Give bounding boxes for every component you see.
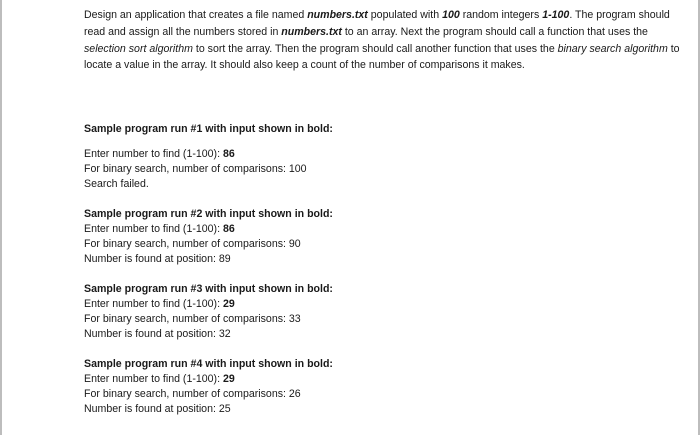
run-1-title: Sample program run #1 with input shown in bold: [84,123,333,135]
run-2-prompt-line [84,223,235,235]
run-1-result: Search failed. [84,178,149,190]
run-1-prompt: Enter number to find (1-100): [84,148,223,160]
run-4-result: Number is found at position: 25 [84,403,231,415]
integer-range: 1-100 [542,9,570,21]
file-name-1: numbers.txt [307,9,368,21]
run-4-title: Sample program run #4 with input shown in bold: [84,358,333,370]
binary-search-term: binary search algorithm [557,42,668,55]
run-3-prompt-line [84,298,235,310]
run-3-input: 29 [222,298,235,310]
intro-text-2: populated with [367,9,443,21]
run-2-comparisons: For binary search, number of comparisons: 90 [84,238,301,250]
run-1-comparisons: For binary search, number of comparisons: 100 [84,163,307,175]
run-4-prompt: Enter number to find (1-100): [84,373,223,385]
intro-text-6: to sort the array. Then the program should call another function that uses the [192,42,558,55]
intro-text-3: random integers [459,9,543,21]
intro-paragraph [84,7,684,74]
intro-text-7: to locate a value in the array. It should also keep a count of the number of comparisons it makes. [84,42,680,72]
run-3-prompt: Enter number to find (1-100): [84,298,223,310]
assignment-description [84,7,684,74]
file-name-2: numbers.txt [281,25,342,38]
run-2-result: Number is found at position: 89 [84,253,231,265]
run-2-input: 86 [222,223,235,235]
run-4-input: 29 [222,373,235,385]
run-2-title: Sample program run #2 with input shown in bold: [84,208,333,220]
run-1-input: 86 [222,148,235,160]
selection-sort-term: selection sort algorithm [84,42,193,55]
run-2-prompt: Enter number to find (1-100): [84,223,223,235]
intro-text-4: . The program should read and assign all the numbers stored in [84,9,670,38]
intro-text-1: Design an application that creates a file named [84,9,308,21]
run-1-prompt-line [84,148,235,160]
run-4-prompt-line [84,373,235,385]
intro-text-5: to an array. Next the program should call a function that uses the [341,25,648,38]
left-page-edge [0,0,2,435]
run-3-comparisons: For binary search, number of comparisons: 33 [84,313,301,325]
integer-count: 100 [442,9,460,21]
run-3-result: Number is found at position: 32 [84,328,231,340]
run-3-title: Sample program run #3 with input shown in bold: [84,283,333,295]
run-4-comparisons: For binary search, number of comparisons: 26 [84,388,301,400]
